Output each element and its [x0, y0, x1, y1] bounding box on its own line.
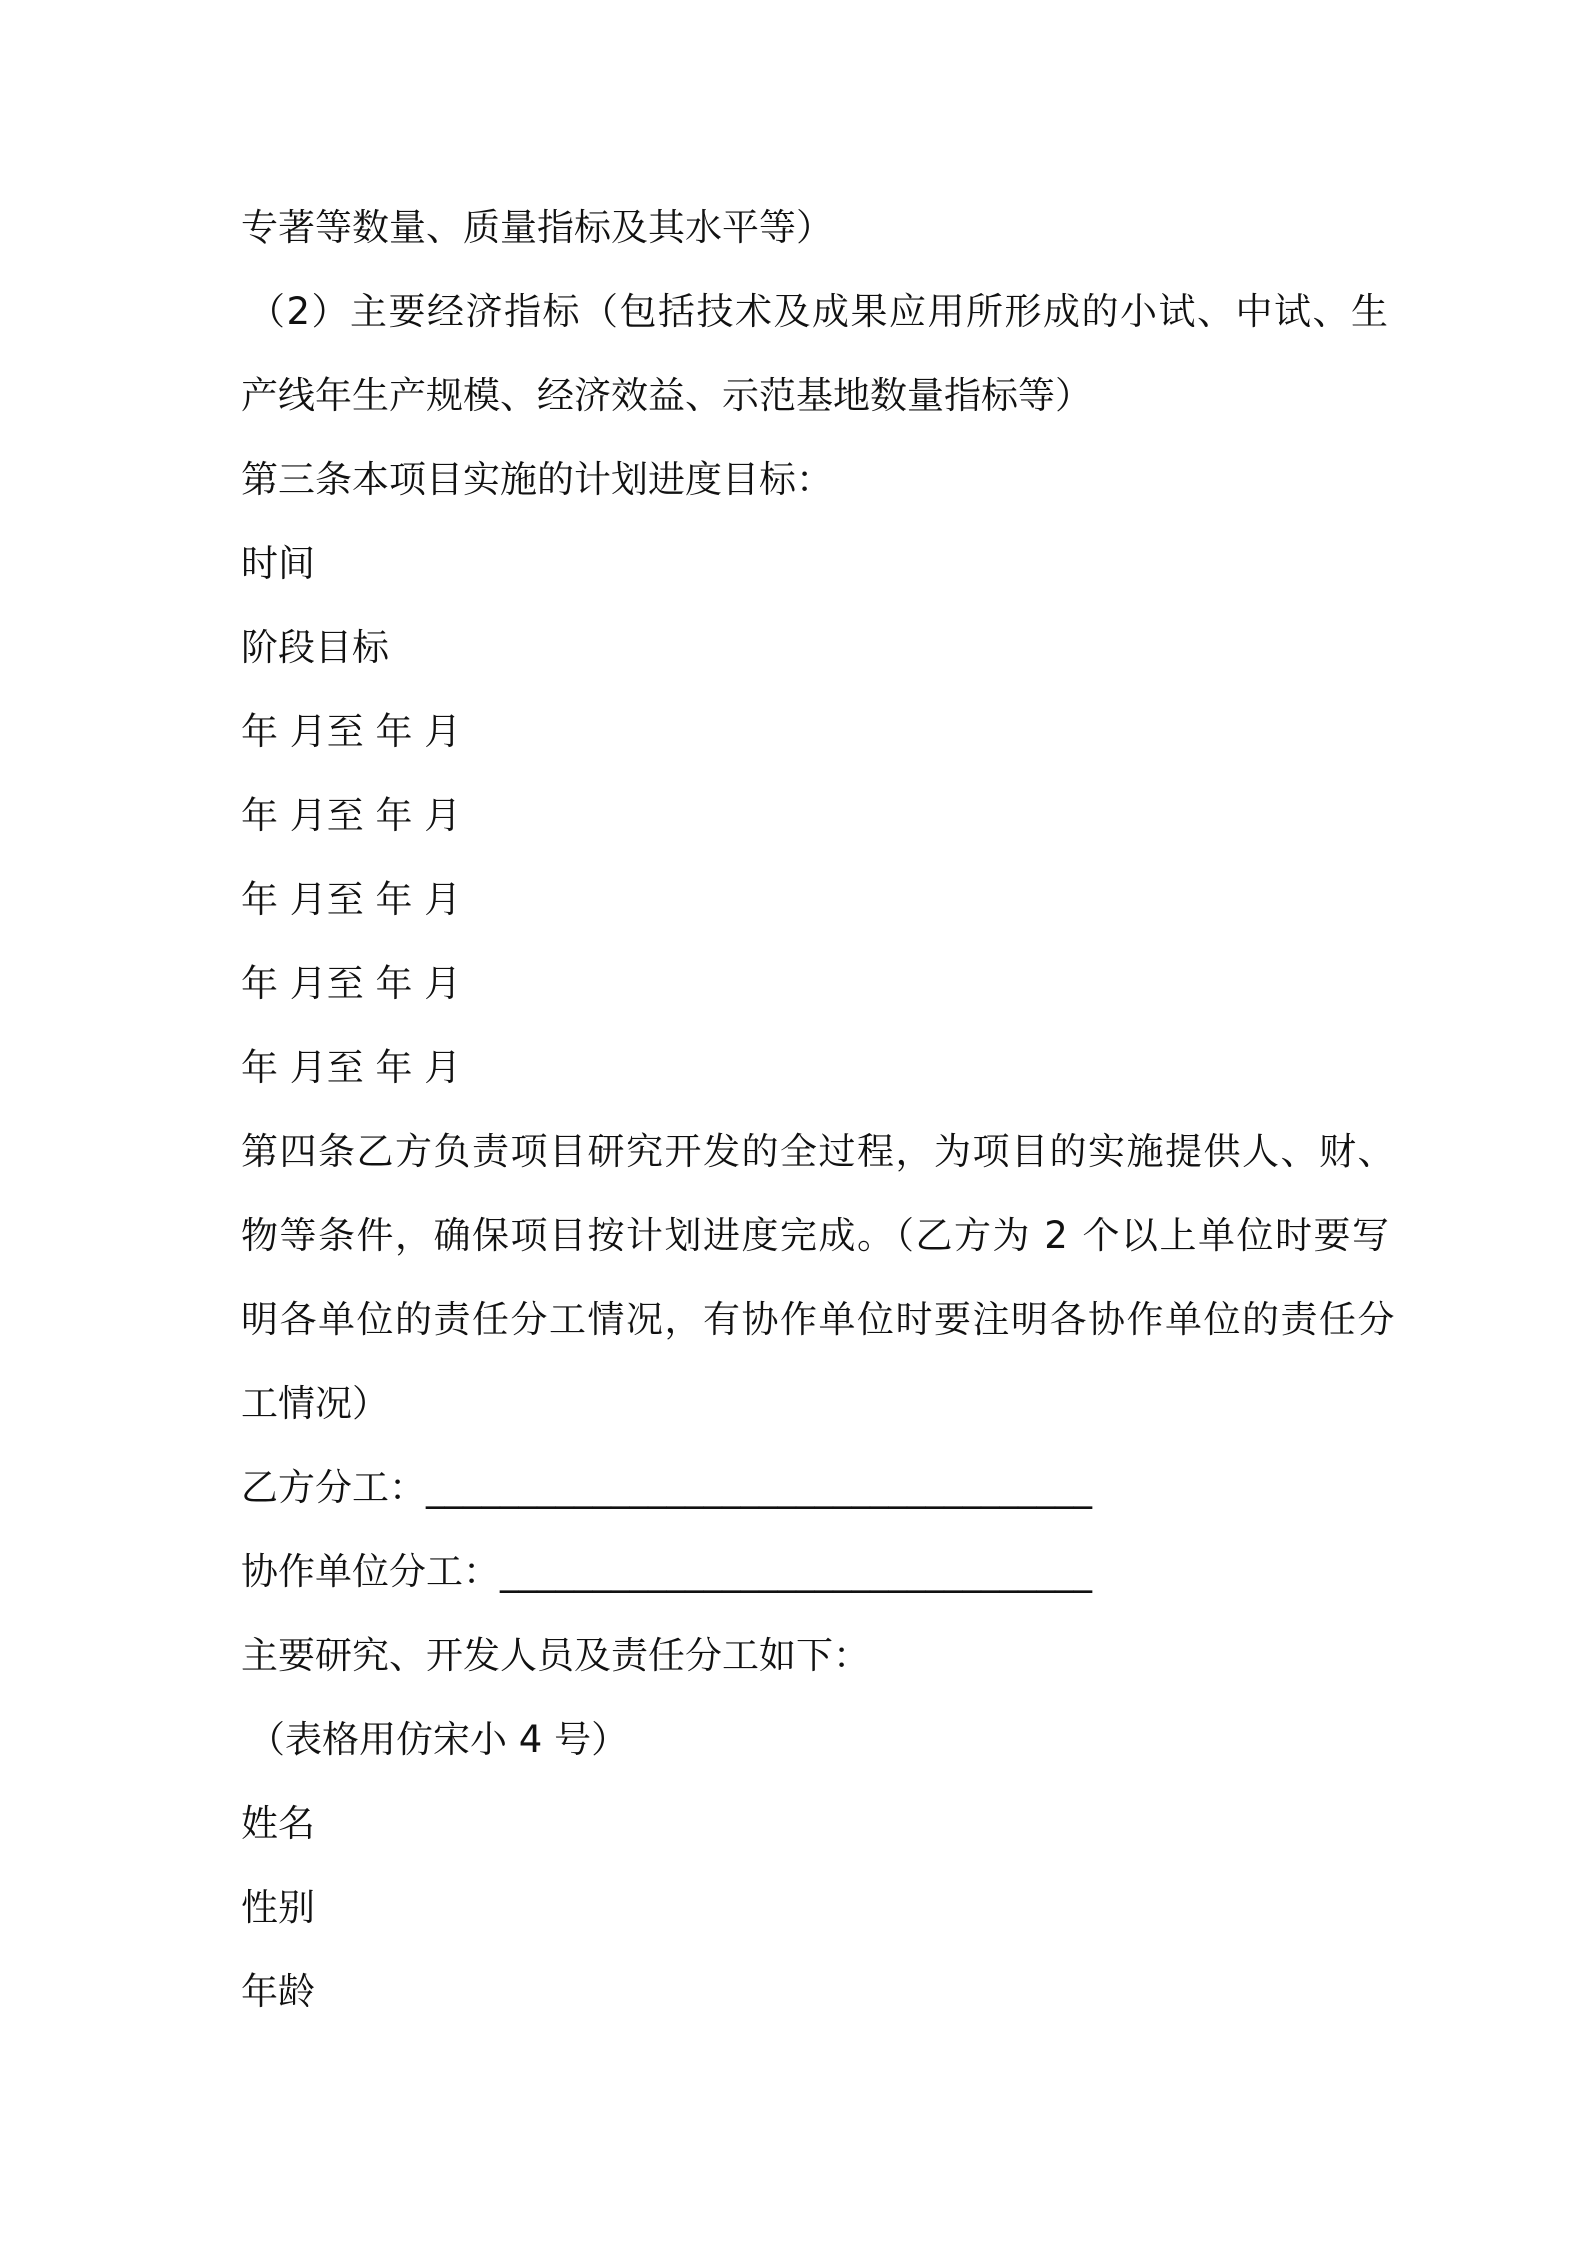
- cooperating-unit-division-field: 协作单位分工：________________________________: [241, 1550, 1092, 1593]
- schedule-row-3: 年 月至 年 月: [241, 878, 462, 921]
- article-4-line-2: 物等条件，确保项目按计划进度完成。（乙方为 2 个以上单位时要写: [241, 1214, 1391, 1257]
- table-label-age: 年龄: [241, 1970, 315, 2013]
- article-3-heading: 第三条本项目实施的计划进度目标：: [241, 458, 833, 501]
- table-label-name: 姓名: [241, 1802, 315, 1845]
- schedule-row-5: 年 月至 年 月: [241, 1046, 462, 1089]
- text-line-2: （2）主要经济指标（包括技术及成果应用所形成的小试、中试、生: [248, 290, 1390, 333]
- table-label-gender: 性别: [241, 1886, 315, 1929]
- text-line-3: 产线年生产规模、经济效益、示范基地数量指标等）: [241, 374, 1092, 417]
- article-4-line-4: 工情况）: [241, 1382, 389, 1425]
- schedule-row-1: 年 月至 年 月: [241, 710, 462, 753]
- schedule-row-4: 年 月至 年 月: [241, 962, 462, 1005]
- schedule-label-time: 时间: [241, 542, 315, 585]
- schedule-label-stage-goal: 阶段目标: [241, 626, 389, 669]
- article-4-line-3: 明各单位的责任分工情况，有协作单位时要注明各协作单位的责任分: [241, 1298, 1396, 1341]
- personnel-heading: 主要研究、开发人员及责任分工如下：: [241, 1634, 870, 1677]
- text-line-1: 专著等数量、质量指标及其水平等）: [241, 206, 833, 249]
- table-font-note: （表格用仿宋小 4 号）: [248, 1718, 629, 1761]
- schedule-row-2: 年 月至 年 月: [241, 794, 462, 837]
- article-4-line-1: 第四条乙方负责项目研究开发的全过程，为项目的实施提供人、财、: [241, 1130, 1396, 1173]
- party-b-division-field: 乙方分工：____________________________________: [241, 1466, 1092, 1509]
